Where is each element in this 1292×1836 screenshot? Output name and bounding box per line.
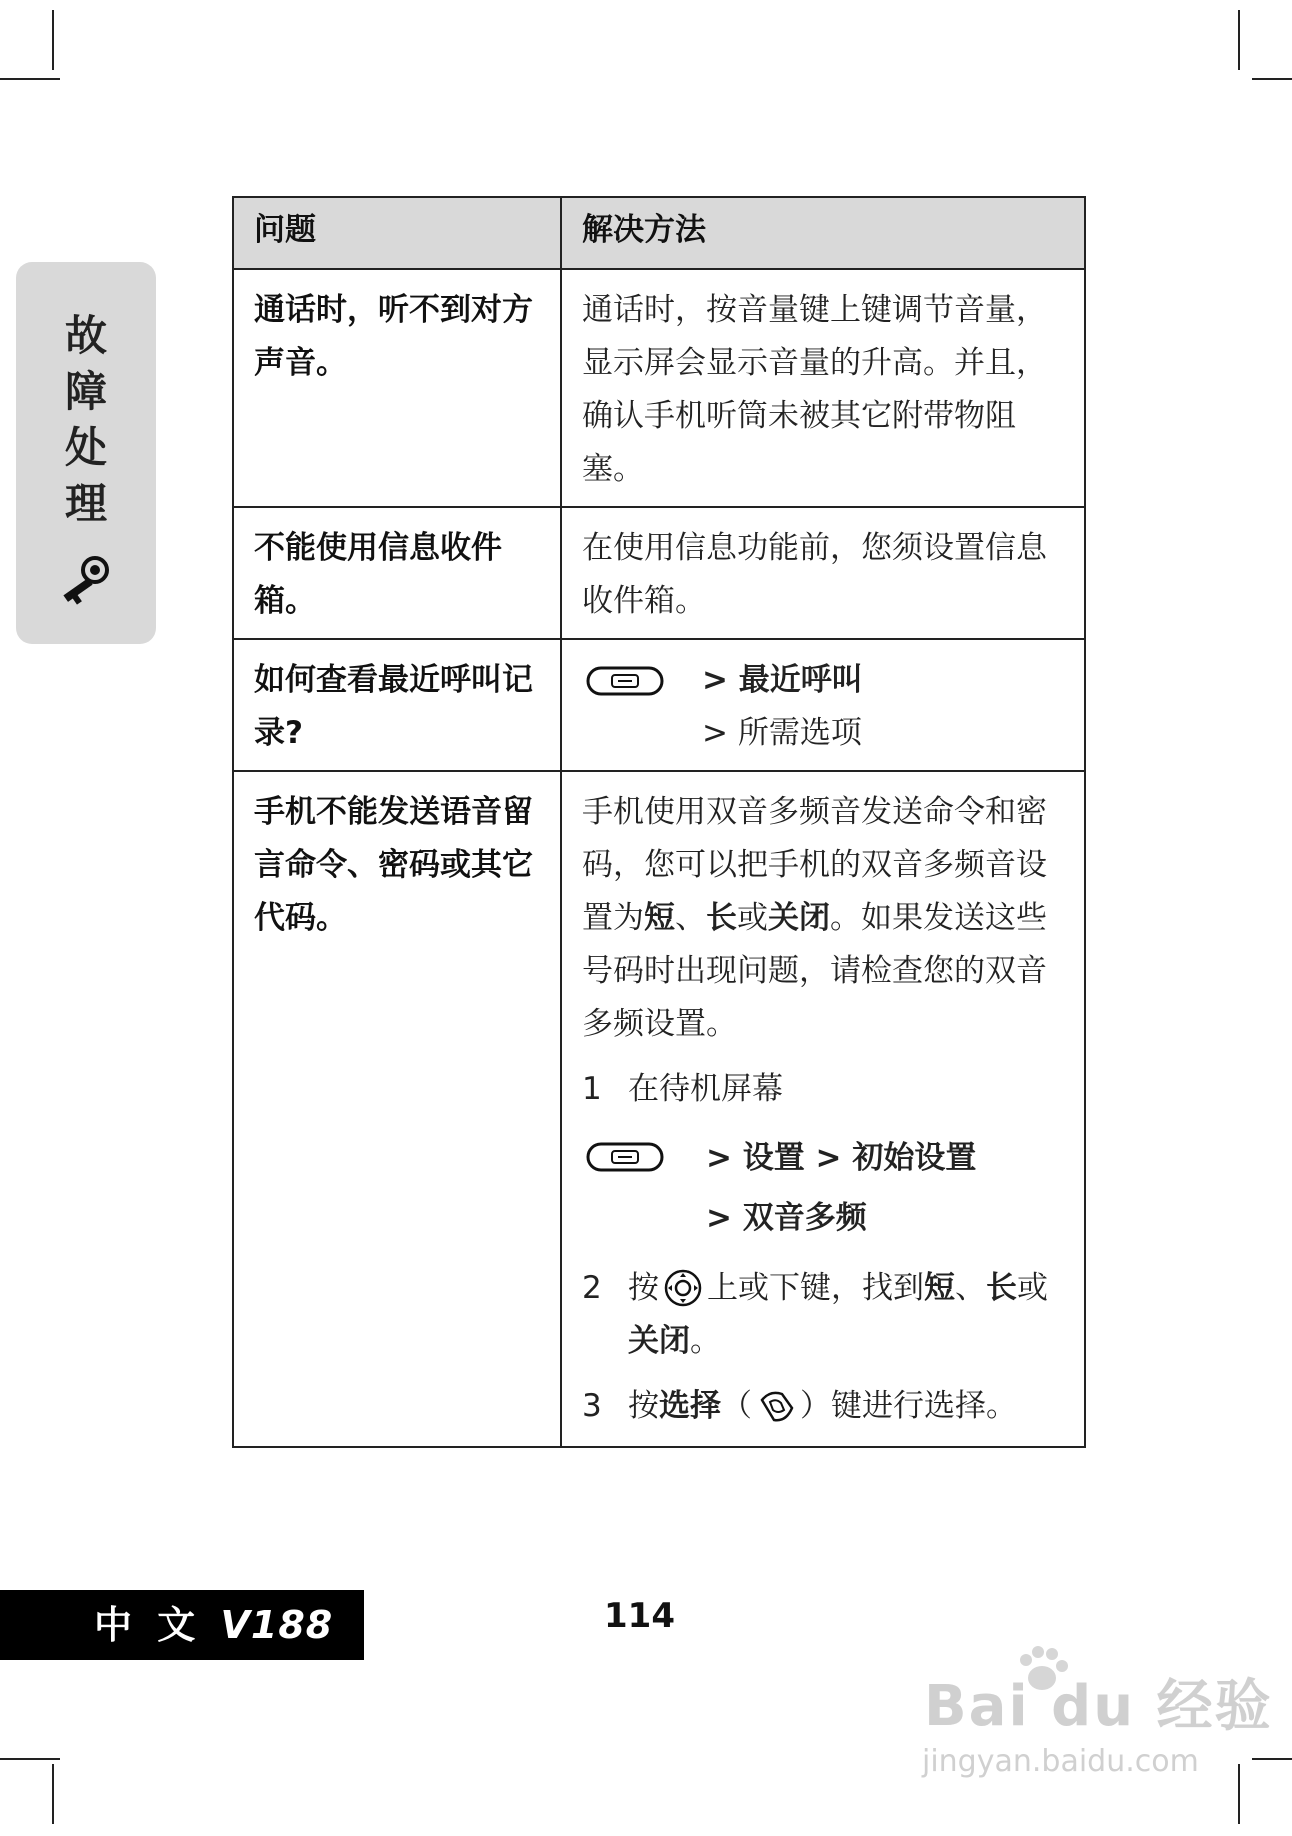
nav-key-icon [663,1268,703,1308]
step-text: 在待机屏幕 [628,1071,783,1107]
troubleshooting-table [232,196,1086,1448]
section-tab [16,262,156,644]
crop-mark [0,78,60,80]
menu-path-text: > 最近呼叫 [702,662,863,698]
step-number: 3 [582,1388,602,1424]
menu-path-line [582,707,1066,760]
crop-mark [1238,1764,1240,1824]
menu-path [582,1126,1066,1250]
step-3: 3 按选择（ ）键进行选择。 [582,1380,1066,1433]
footer-language-bar [0,1590,364,1660]
table-row [233,639,1085,771]
step-1 [582,1063,1066,1116]
menu-path-line [582,1126,1066,1190]
crop-mark [1238,10,1240,70]
table-row [233,771,1085,1447]
menu-path-text: > 设置 > 初始设置 [706,1140,977,1176]
menu-path-line [582,654,1066,707]
crop-mark [0,1758,60,1760]
watermark-logo: Bai du 经验 [924,1674,1273,1739]
softkey-icon [756,1386,796,1426]
footer-model: V188 [220,1603,334,1647]
watermark [912,1640,1273,1800]
menu-key-icon [586,1142,664,1172]
table-row [233,269,1085,507]
problem-cell: 手机不能发送语音留言命令、密码或其它代码。 [233,771,561,1447]
menu-path-line [582,1190,1066,1250]
menu-key-icon [586,666,664,696]
watermark-url: jingyan.baidu.com [922,1744,1199,1779]
solution-cell [561,771,1085,1447]
menu-path-text: > 双音多频 [706,1200,867,1236]
table-header-row [233,197,1085,269]
step-number: 2 [582,1270,602,1306]
crop-mark [1252,1758,1292,1760]
crop-mark [52,1764,54,1824]
section-title: 故 障 处 理 [64,311,107,528]
solution-cell: 通话时，按音量键上键调节音量，显示屏会显示音量的升高。并且，确认手机听筒未被其它附带物阻塞。 [561,269,1085,507]
step-2: 2 按 上或下键，找到短、长或关闭。 [582,1262,1066,1368]
table-row [233,507,1085,639]
step-number: 1 [582,1071,602,1107]
footer-language: 中 文 [94,1603,202,1647]
problem-cell: 如何查看最近呼叫记录? [233,639,561,771]
solution-paragraph: 手机使用双音多频音发送命令和密码，您可以把手机的双音多频音设置为短、长或关闭。如果发送这些号码时出现问题，请检查您的双音多频设置。 [582,794,1047,1042]
page-number: 114 [604,1596,675,1636]
column-header-solution: 解决方法 [561,197,1085,269]
solution-cell [561,639,1085,771]
solution-cell: 在使用信息功能前，您须设置信息收件箱。 [561,507,1085,639]
problem-cell: 不能使用信息收件箱。 [233,507,561,639]
problem-cell: 通话时，听不到对方声音。 [233,269,561,507]
menu-path-text: > 所需选项 [702,715,862,751]
column-header-problem: 问题 [233,197,561,269]
wrench-icon [59,552,113,606]
crop-mark [1252,78,1292,80]
crop-mark [52,10,54,70]
